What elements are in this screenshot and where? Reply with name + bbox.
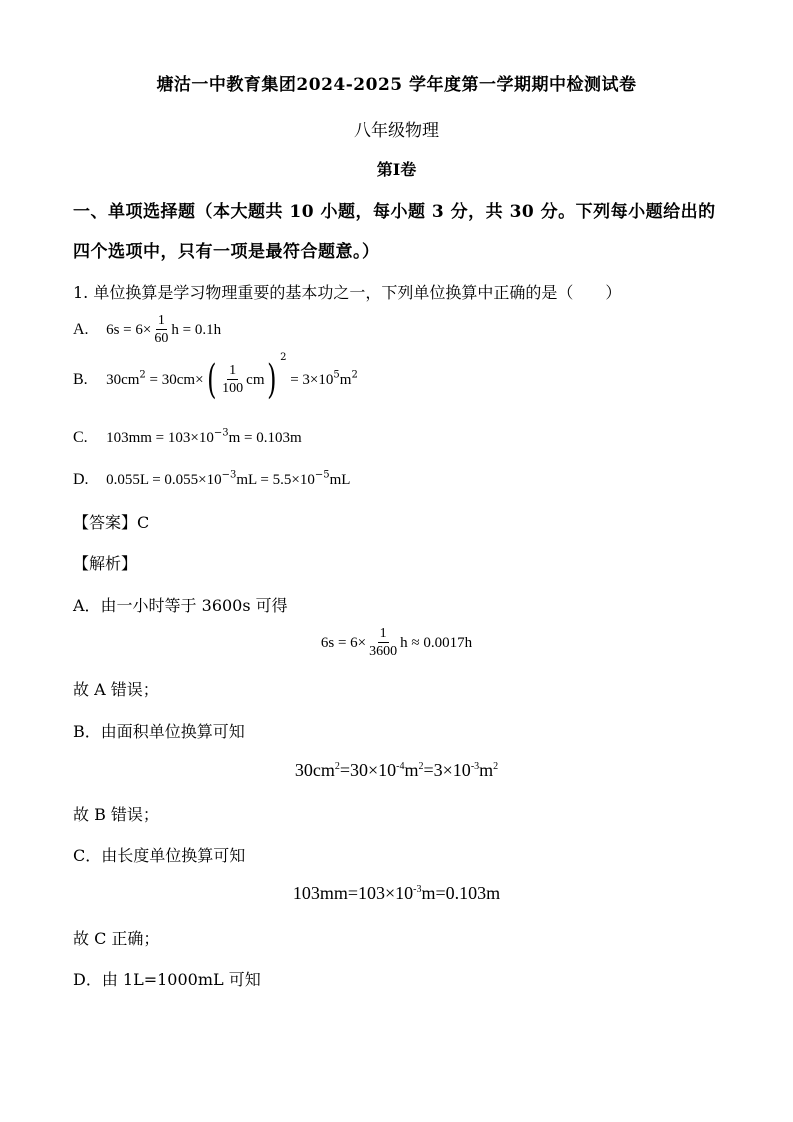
section-heading-line1: 一、单项选择题（本大题共 10 小题，每小题 3 分，共 30 分。下列每小题给出的 [73, 202, 716, 222]
volume-label: 第I卷 [376, 160, 417, 179]
analysis-c-equation: $103mm=103\times 10^{-3}m=0.103m$ [292, 883, 501, 903]
analysis-b-text: B．由面积单位换算可知 [73, 722, 245, 741]
question-stem: 1. 单位换算是学习物理重要的基本功之一，下列单位换算中正确的是（ ） [73, 283, 622, 302]
option-b-label: B. [73, 371, 88, 388]
analysis-c-conclusion: 故 C 正确； [73, 929, 160, 948]
analysis-a-conclusion: 故 A 错误； [73, 680, 159, 699]
analysis-a-equation: 6s = 6× $\frac{1}{3600}$ h ≈ 0.0017h [320, 626, 473, 659]
option-c: C. $103mm = 103\times 10^{-3}m = 0.103m$ [73, 427, 302, 446]
option-a-rhs: h = 0.1h [171, 322, 222, 338]
analysis-b-conclusion: 故 B 错误； [73, 805, 159, 824]
section-heading-line2: 四个选项中，只有一项是最符合题意。） [73, 242, 380, 262]
analysis-title: 【解析】 [73, 554, 138, 573]
option-a-label: A. [73, 321, 89, 338]
option-c-label: C. [73, 429, 88, 446]
option-a-fraction: $\frac{1}{60}$ [154, 313, 169, 346]
exam-subtitle: 八年级物理 [354, 121, 439, 141]
exam-title: 塘沽一中教育集团2024-2025 学年度第一学期期中检测试卷 [156, 75, 637, 95]
option-d: D. $0.055L = 0.055\times 10^{-3}mL = 5.5\times 10^{-5}mL$ [73, 469, 351, 488]
analysis-c-text: C．由长度单位换算可知 [73, 846, 246, 865]
answer-line: 【答案】C [73, 513, 150, 532]
analysis-a-text: A．由一小时等于 3600s 可得 [73, 596, 288, 615]
analysis-b-equation: $30cm^2=30\times 10^{-4}m^2=3\times 10^{-3}m^2$ [294, 760, 499, 780]
option-a-lhs: 6s = 6× [106, 322, 152, 338]
analysis-d-text: D．由 1L=1000mL 可知 [73, 970, 261, 989]
option-b: B. $30cm^2 = 30cm\times$( $\frac{1}{100}$ cm) $^2 = 3\times 10^5m^2$ [73, 352, 358, 403]
option-a [73, 312, 753, 347]
option-d-label: D. [73, 471, 89, 488]
option-b-fraction: $\frac{1}{100}$ [222, 363, 244, 396]
